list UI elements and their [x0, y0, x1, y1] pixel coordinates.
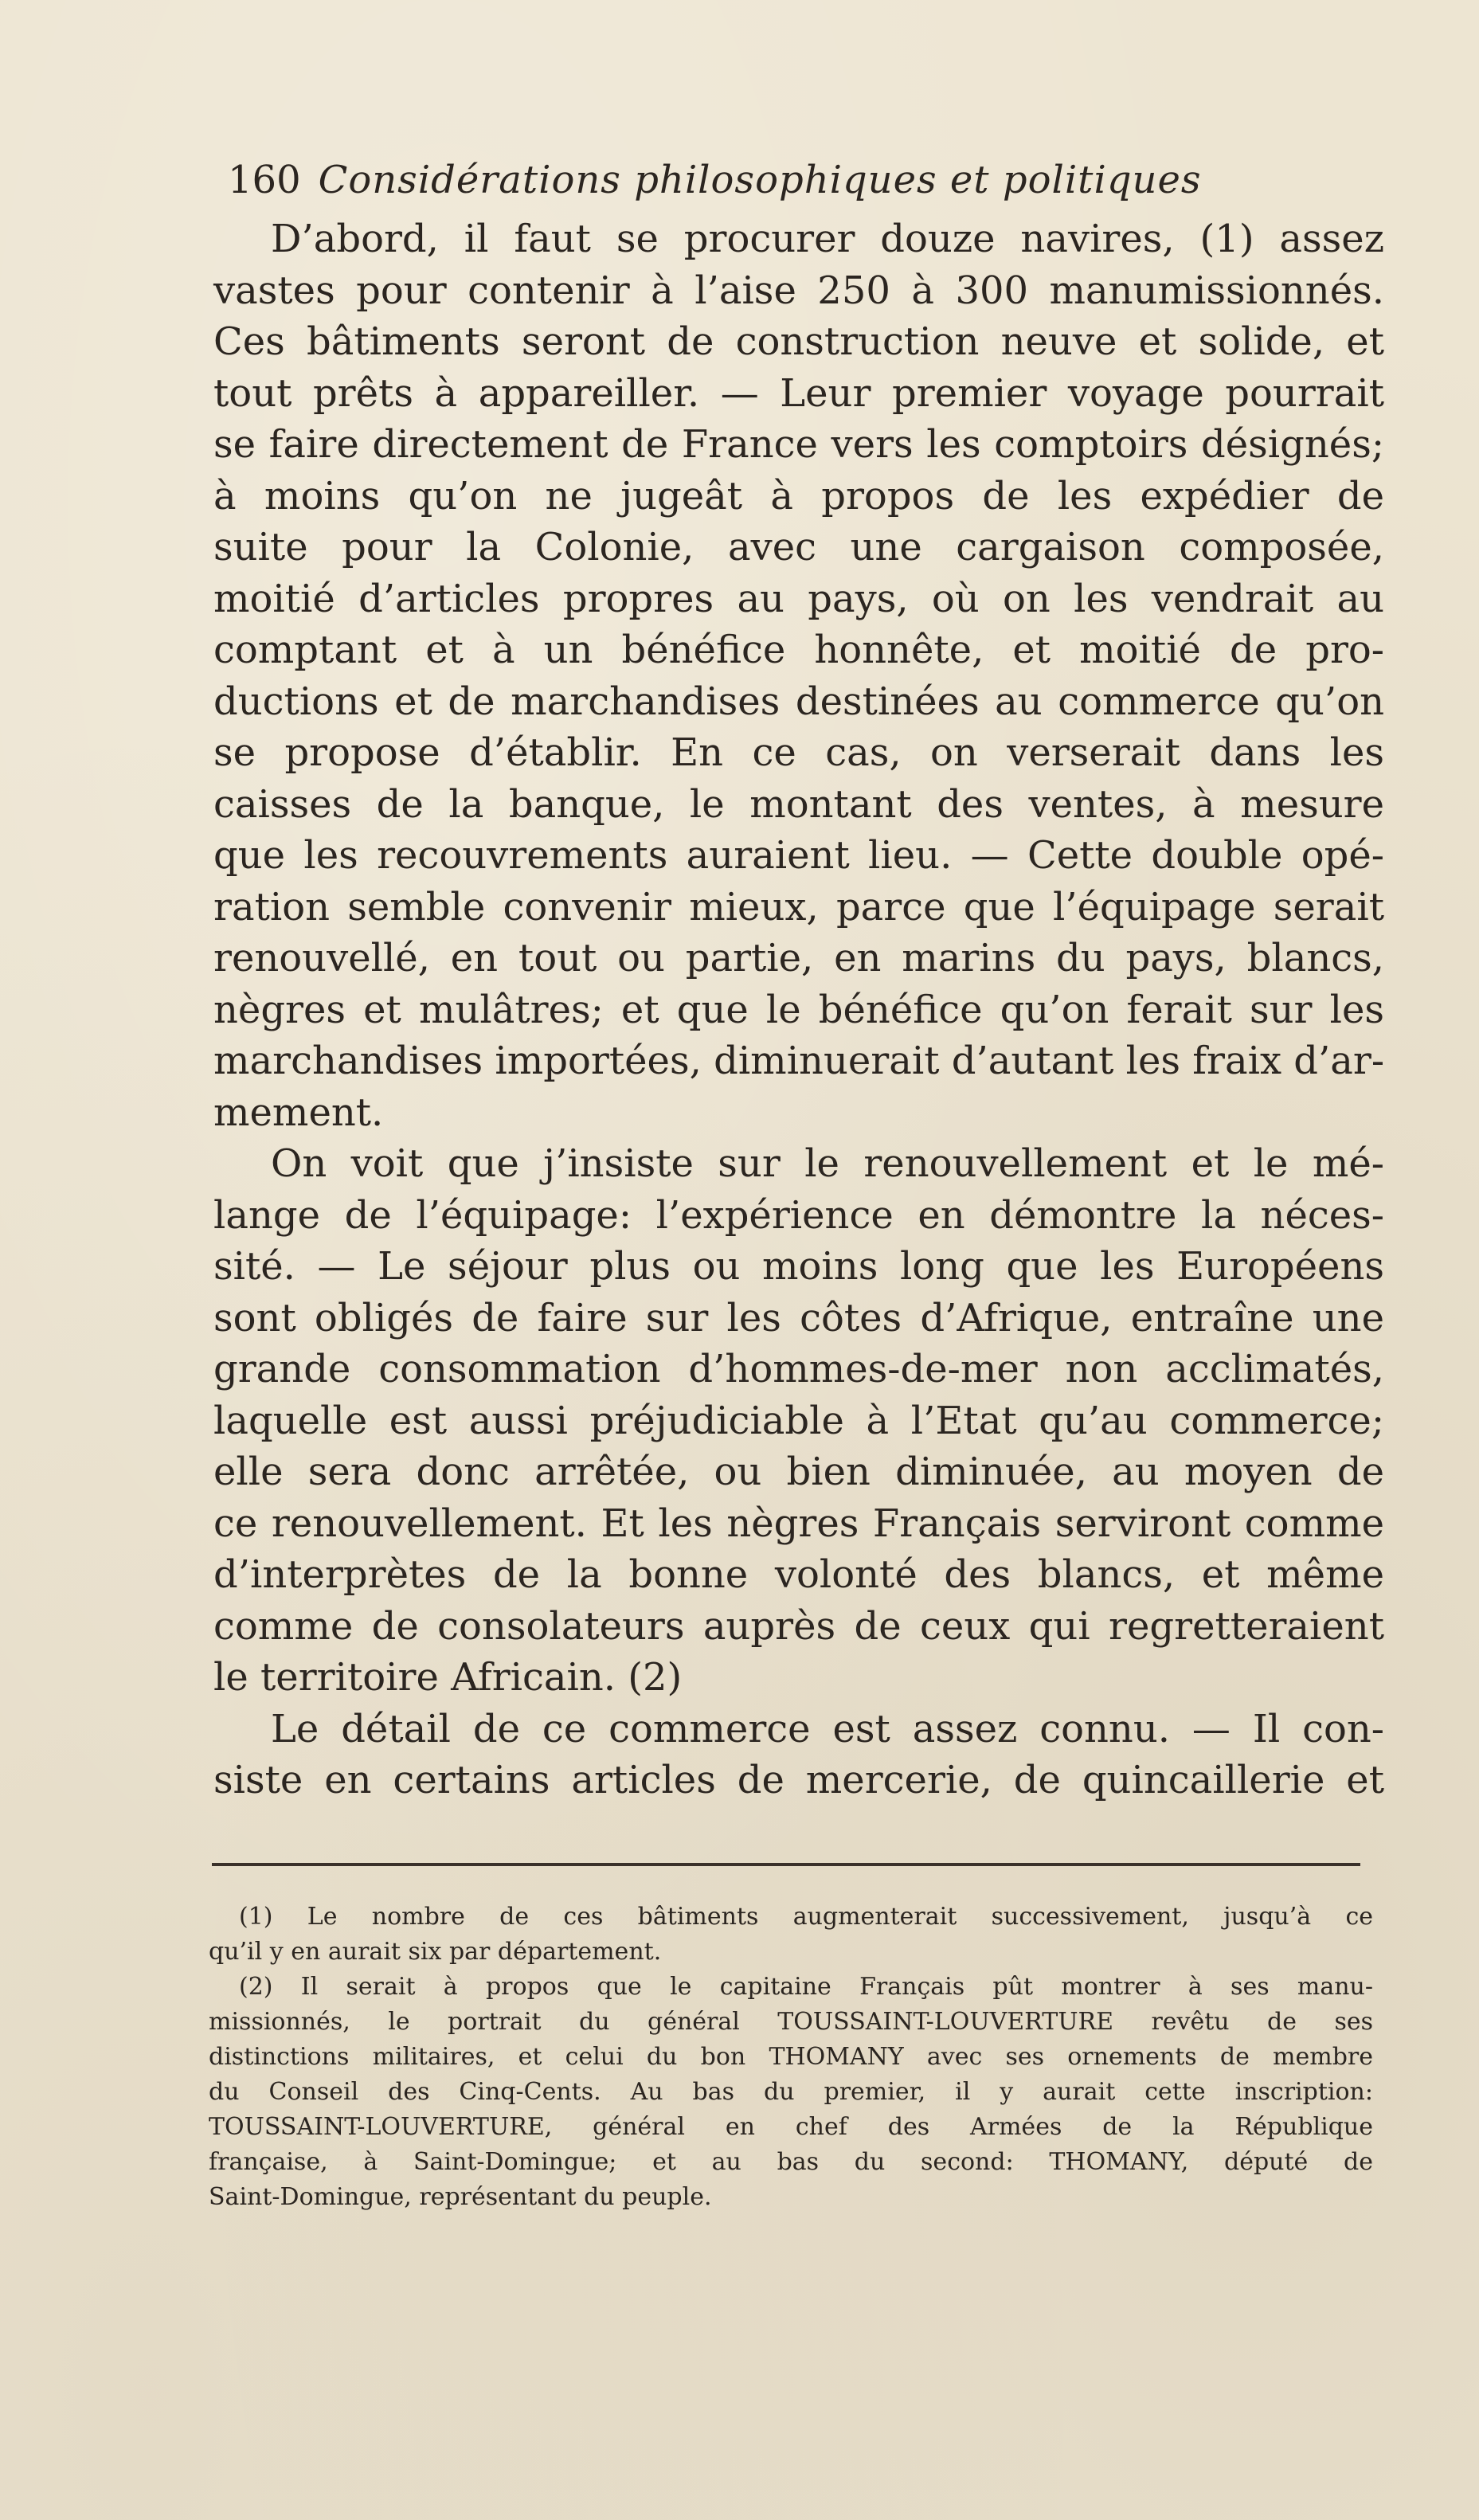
body-line: sont obligés de faire sur les côtes d’Afrique, entraîne une: [213, 1295, 1384, 1340]
body-line: à moins qu’on ne jugeât à propos de les expédier de: [213, 473, 1384, 518]
footnote-line: TOUSSAINT-LOUVERTURE, général en chef des Armées de la République: [209, 2113, 1373, 2141]
body-line: sité. — Le séjour plus ou moins long que les Européens: [213, 1244, 1384, 1289]
footnote-line: distinctions militaires, et celui du bon THOMANY avec ses ornements de membre: [209, 2043, 1373, 2071]
body-line: lange de l’équipage: l’expérience en démontre la néces-: [213, 1192, 1384, 1238]
page-number: 160: [228, 158, 301, 202]
body-line: ductions et de marchandises destinées au commerce qu’on: [213, 679, 1384, 724]
body-line: elle sera donc arrêtée, ou bien diminuée, au moyen de: [213, 1450, 1384, 1494]
footnote-line: (1) Le nombre de ces bâtiments augmenterait successivement, jusqu’à ce: [239, 1903, 1373, 1931]
footnote-divider: [212, 1863, 1360, 1866]
body-line: laquelle est aussi préjudiciable à l’Etat qu’au commerce;: [213, 1398, 1384, 1443]
body-line: comptant et à un bénéfice honnête, et moitié de pro-: [213, 628, 1384, 672]
body-line: tout prêts à appareiller. — Leur premier voyage pourrait: [213, 370, 1384, 416]
body-line: grande consommation d’hommes-de-mer non acclimatés,: [213, 1347, 1384, 1391]
body-line: comme de consolateurs auprès de ceux qui regretteraient: [213, 1603, 1384, 1649]
body-line: siste en certains articles de mercerie, de quincaillerie et: [213, 1758, 1384, 1802]
body-line: mement.: [213, 1090, 384, 1135]
body-line: Ces bâtiments seront de construction neuve et solide, et: [213, 319, 1384, 364]
body-line: le territoire Africain. (2): [213, 1655, 683, 1700]
body-text: [213, 213, 1384, 1806]
body-line: moitié d’articles propres au pays, où on les vendrait au: [213, 576, 1384, 621]
running-title: Considérations philosophiques et politiques: [318, 158, 1202, 202]
running-head: [228, 156, 1359, 204]
body-line: Le détail de ce commerce est assez connu. — Il con-: [271, 1706, 1384, 1751]
body-line: marchandises importées, diminuerait d’autant les fraix d’ar-: [213, 1039, 1385, 1083]
body-line: caisses de la banque, le montant des ventes, à mesure: [213, 781, 1384, 827]
body-line: ration semble convenir mieux, parce que l’équipage serait: [213, 884, 1384, 929]
footnote-line: missionnés, le portrait du général TOUSSAINT-LOUVERTURE revêtu de ses: [209, 2008, 1373, 2036]
footnote-line: du Conseil des Cinq-Cents. Au bas du premier, il y aurait cette inscription:: [209, 2078, 1373, 2106]
footnote-line: qu’il y en aurait six par département.: [209, 1938, 662, 1966]
body-line: nègres et mulâtres; et que le bénéfice qu’on ferait sur les: [213, 987, 1384, 1032]
body-line: d’interprètes de la bonne volonté des blancs, et même: [213, 1552, 1384, 1597]
body-line: se faire directement de France vers les comptoirs désignés;: [213, 422, 1384, 467]
footnote-line: Saint-Domingue, représentant du peuple.: [209, 2183, 712, 2211]
body-line: que les recouvrements auraient lieu. — Cette double opé-: [213, 833, 1384, 878]
footnote-line: (2) Il serait à propos que le capitaine Français pût montrer à ses manu-: [239, 1973, 1373, 2001]
body-line: ce renouvellement. Et les nègres Français serviront comme: [213, 1501, 1384, 1546]
body-line: D’abord, il faut se procurer douze navires, (1) assez: [271, 217, 1384, 261]
body-line: se propose d’établir. En ce cas, on verserait dans les: [213, 730, 1384, 775]
footnotes: [209, 1900, 1373, 2215]
footnote-line: française, à Saint-Domingue; et au bas du second: THOMANY, député de: [209, 2148, 1373, 2176]
body-line: suite pour la Colonie, avec une cargaison composée,: [213, 525, 1384, 569]
body-line: renouvellé, en tout ou partie, en marins du pays, blancs,: [213, 936, 1384, 980]
body-line: vastes pour contenir à l’aise 250 à 300 manumissionnés.: [213, 268, 1384, 313]
body-line: On voit que j’insiste sur le renouvellement et le mé-: [271, 1141, 1384, 1186]
